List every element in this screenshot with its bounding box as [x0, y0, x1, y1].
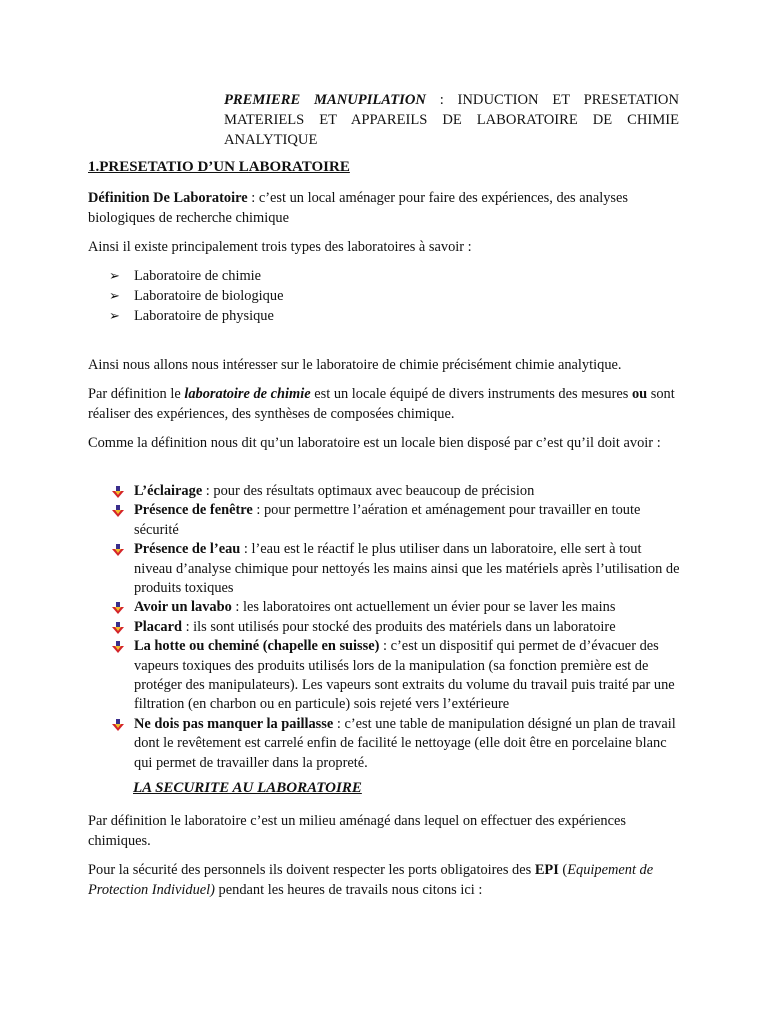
securite-definition: Par définition le laboratoire c’est un milieu aménagé dans lequel on effectuer des expériences chimiques. [88, 813, 626, 849]
bold-ou: ou [631, 386, 648, 402]
lab-chimie-definition [88, 384, 678, 424]
bullet-arrow-icon [112, 505, 124, 517]
feature-term: La hotte ou cheminé (chapelle en suisse) [134, 638, 380, 655]
list-item [112, 618, 680, 637]
arrow-bullet-icon: ➢ [109, 268, 120, 283]
arrow-bullet-icon: ➢ [109, 288, 120, 303]
definition-paragraph [88, 188, 678, 228]
title-line1-rest: : INDUCTION ET PRESETATION [425, 92, 680, 108]
comme-paragraph: Comme la définition nous dit qu’un laboratoire est un locale bien disposé par c’est qu’il doit avoir : [88, 435, 661, 451]
list-item [112, 598, 680, 617]
lab-chimie-term: laboratoire de chimie [184, 386, 311, 402]
list-item [112, 501, 680, 540]
text-run: pendant les heures de travails nous citons ici : [214, 882, 483, 898]
text-run: Par définition le [88, 386, 185, 402]
list-item-label: Laboratoire de biologique [134, 288, 284, 304]
feature-text: : l’eau est le réactif le plus utiliser dans un laboratoire, elle sert à tout niveau d’analyse chimique pour nettoyés les mains ainsi que les matériels après l’utilisation de produits toxiques [134, 541, 680, 597]
bullet-arrow-icon [112, 602, 124, 614]
definition-text: : c’est un local aménager pour faire des expériences, des analyses biologiques de recherche chimique [88, 190, 629, 226]
title-line-1 [224, 90, 679, 110]
types-intro: Ainsi il existe principalement trois types des laboratoires à savoir : [88, 239, 472, 255]
title-line-2: MATERIELS ET APPAREILS DE LABORATOIRE DE CHIMIE [224, 112, 679, 128]
list-item [112, 637, 680, 715]
title-italic: PREMIERE MANUPILATION [224, 92, 426, 108]
epi-expansion: Equipement de Protection Individuel) [88, 862, 654, 898]
features-list [112, 482, 680, 773]
epi-paragraph [88, 860, 678, 900]
feature-term: Présence de l’eau [134, 541, 241, 558]
text-run: sont réaliser des expériences, des synthèses de composées chimique. [88, 386, 675, 422]
feature-term: Présence de fenêtre [134, 502, 253, 519]
bullet-arrow-icon [112, 622, 124, 634]
list-item [112, 540, 680, 598]
bullet-arrow-icon [112, 544, 124, 556]
arrow-bullet-icon: ➢ [109, 308, 120, 323]
title-line-3: ANALYTIQUE [224, 132, 318, 148]
definition-term: Définition De Laboratoire [88, 190, 248, 206]
lab-types-list [109, 266, 669, 326]
list-item [109, 266, 669, 286]
section-heading-2: LA SECURITE AU LABORATOIRE [133, 780, 362, 796]
text-run: ( [558, 862, 568, 878]
text-run: Pour la sécurité des personnels ils doivent respecter les ports obligatoires des [88, 862, 535, 878]
feature-text: : les laboratoires ont actuellement un évier pour se laver les mains [231, 599, 616, 616]
feature-text: : pour permettre l’aération et aménagement pour travailler en toute sécurité [134, 502, 641, 538]
section-heading-1: 1.PRESETATIO D’UN LABORATOIRE [88, 159, 350, 175]
feature-text: : c’est un dispositif qui permet de d’évacuer des vapeurs toxiques des produits utilisés lors de la manipulation (sa fonction première est de protéger des manipulateurs). Les vapeurs sont extraits du volume du travail puis traité par une filtration (en charbon ou en particule) sois rejeté vers l’extérieure [134, 638, 675, 713]
feature-text: : ils sont utilisés pour stocké des produits des matériels dans un laboratoire [181, 618, 616, 635]
document-title [224, 90, 679, 150]
list-item [109, 286, 669, 306]
text-run: est un locale équipé de divers instruments des mesures [310, 386, 632, 402]
feature-term: L’éclairage [134, 483, 203, 499]
feature-term: Avoir un lavabo [134, 599, 232, 616]
list-item [109, 306, 669, 326]
list-item [112, 482, 680, 501]
bullet-arrow-icon [112, 719, 124, 731]
epi-acronym: EPI [534, 862, 559, 878]
list-item-label: Laboratoire de chimie [134, 268, 262, 284]
bullet-arrow-icon [112, 486, 124, 498]
feature-text: : c’est une table de manipulation désigné un plan de travail dont le revêtement est carrelé enfin de facilité le nettoyage (elle doit être en porcelaine blanc qui permet de travailler dans la propreté. [134, 715, 676, 771]
feature-term: Placard [134, 618, 182, 635]
feature-term: Ne dois pas manquer la paillasse [134, 715, 334, 732]
list-item [112, 715, 680, 773]
list-item-label: Laboratoire de physique [134, 308, 274, 324]
bullet-arrow-icon [112, 641, 124, 653]
feature-text: : pour des résultats optimaux avec beaucoup de précision [202, 483, 535, 499]
interest-paragraph: Ainsi nous allons nous intéresser sur le laboratoire de chimie précisément chimie analytique. [88, 357, 622, 373]
